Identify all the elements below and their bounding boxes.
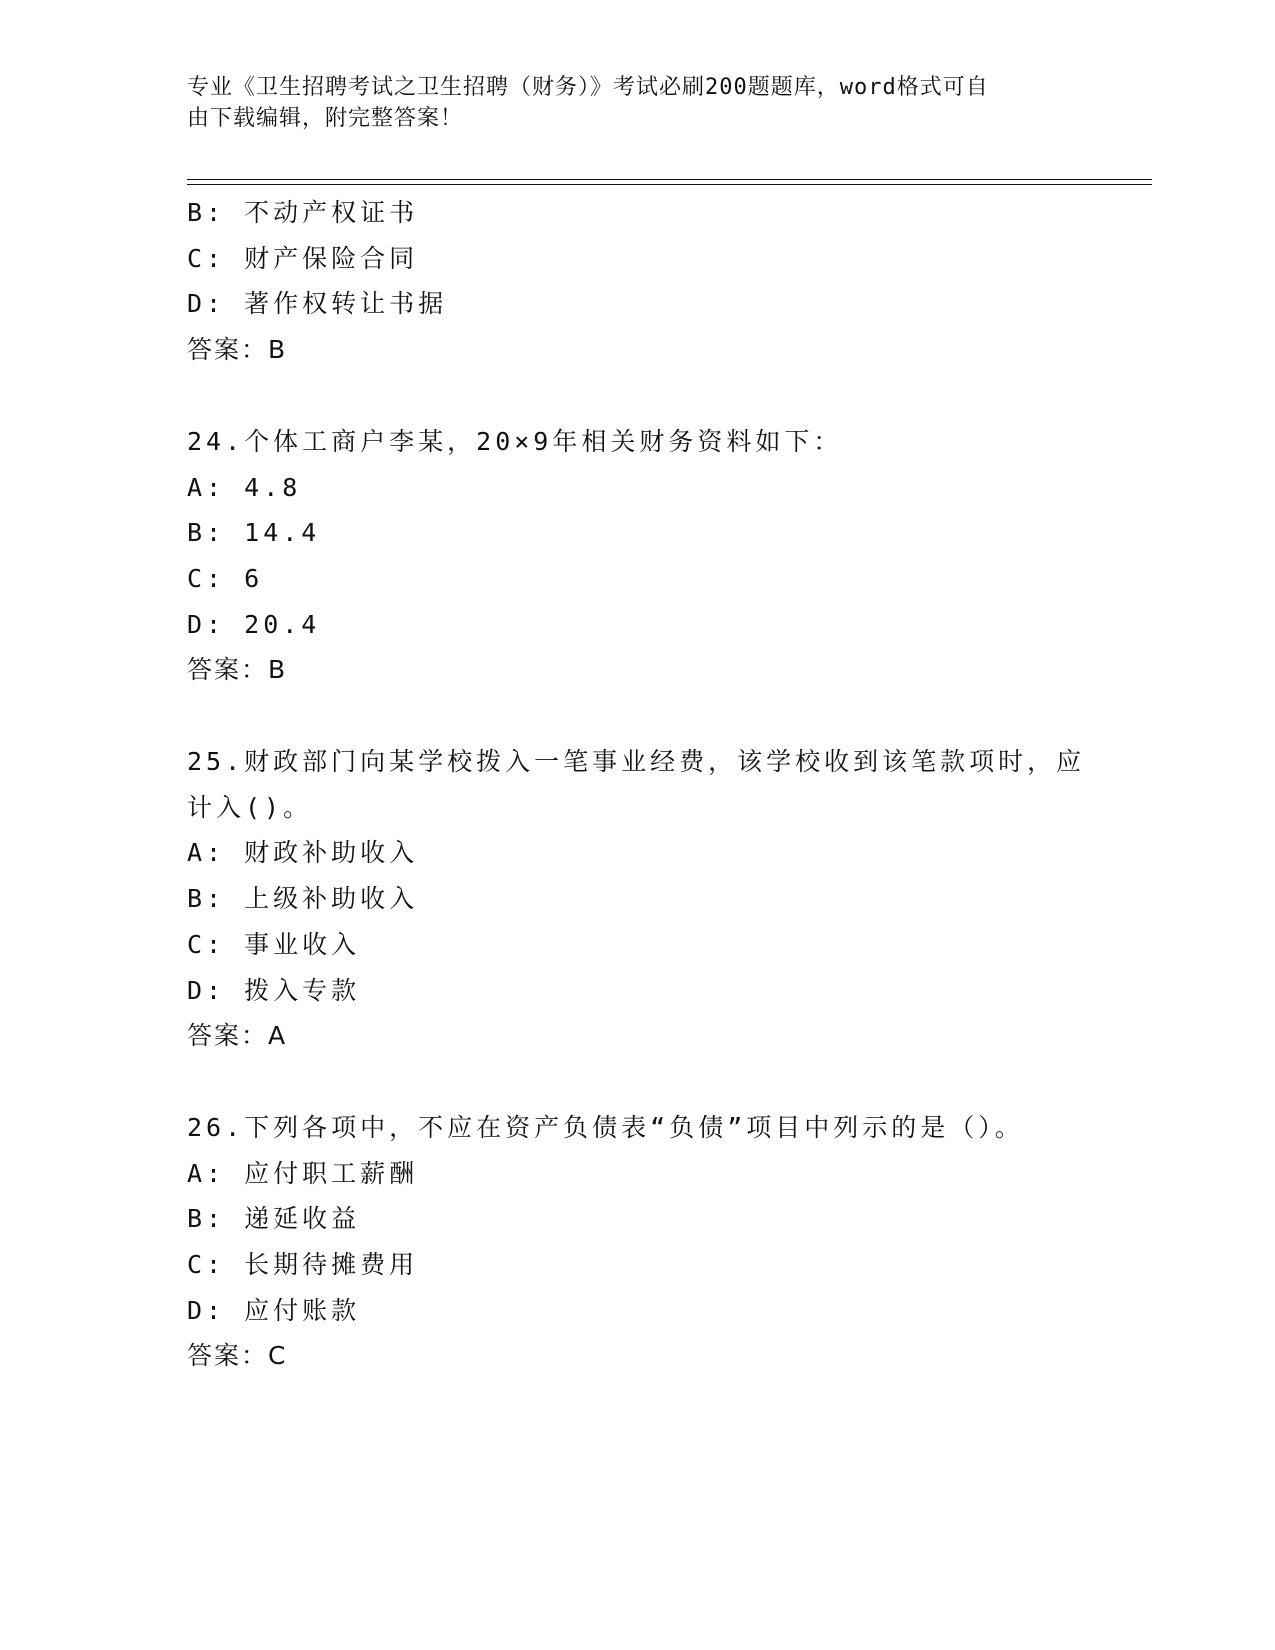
question-stem-line-2: 计入()。 [187, 792, 313, 822]
header-line-1: 专业《卫生招聘考试之卫生招聘（财务）》考试必刷200题题库，word格式可自 [187, 75, 989, 100]
option-d: D: 应付账款 [187, 1295, 361, 1325]
answer: 答案：B [187, 655, 288, 685]
option-c: C: 事业收入 [187, 929, 361, 959]
question-25 [187, 739, 1087, 1059]
header-line-2: 由下载编辑，附完整答案！ [187, 106, 464, 131]
answer: 答案：C [187, 1341, 288, 1371]
option-d: D: 20.4 [187, 609, 321, 639]
answer: 答案：B [187, 335, 288, 365]
option-b: B: 递延收益 [187, 1204, 361, 1234]
option-c: C: 财产保险合同 [187, 243, 419, 273]
option-b: B: 14.4 [187, 518, 321, 548]
question-stem: 24.个体工商户李某，20×9年相关财务资料如下： [187, 426, 843, 456]
header-divider-top [187, 179, 1152, 180]
option-c: C: 长期待摊费用 [187, 1250, 419, 1280]
question-stem-line-1: 25.财政部门向某学校拨入一笔事业经费，该学校收到该笔款项时，应 [187, 747, 1086, 777]
question-stem: 26.下列各项中，不应在资产负债表“负债”项目中列示的是（）。 [187, 1112, 1024, 1142]
document-header [187, 72, 1067, 134]
option-b: B: 不动产权证书 [187, 198, 419, 227]
option-a: A: 4.8 [187, 472, 302, 502]
question-26 [187, 1105, 1087, 1379]
spacer [187, 1059, 1087, 1105]
option-a: A: 应付职工薪酬 [187, 1158, 419, 1188]
option-c: C: 6 [187, 563, 264, 593]
question-24 [187, 419, 1087, 693]
option-b: B: 上级补助收入 [187, 884, 419, 914]
option-d: D: 拨入专款 [187, 975, 361, 1005]
answer: 答案：A [187, 1021, 288, 1051]
question-list [187, 190, 1087, 1379]
header-divider-bottom [187, 184, 1152, 185]
question-23 [187, 190, 1087, 373]
option-d: D: 著作权转让书据 [187, 289, 448, 319]
option-a: A: 财政补助收入 [187, 838, 419, 868]
spacer [187, 373, 1087, 419]
spacer [187, 693, 1087, 739]
